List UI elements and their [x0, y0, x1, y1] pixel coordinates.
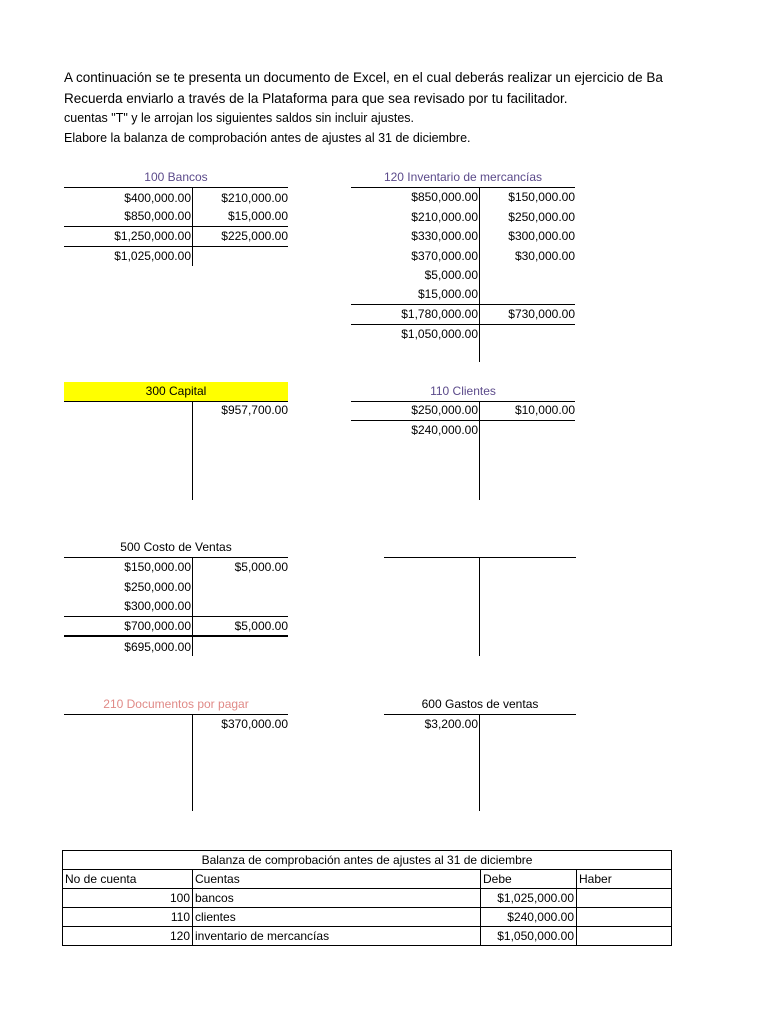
intro-line-4: Elabore la balanza de comprobación antes de ajustes al 31 de diciembre. [64, 131, 471, 145]
debit-entry: $210,000.00 [411, 210, 478, 224]
cell-cuenta: bancos [193, 889, 481, 908]
credit-entry: $370,000.00 [221, 717, 288, 731]
t-account-title: 210 Documentos por pagar [103, 697, 249, 711]
header-haber: Haber [577, 870, 672, 889]
debit-entry: $400,000.00 [124, 191, 191, 205]
cell-debe: $240,000.00 [481, 908, 577, 927]
debit-entry: $250,000.00 [411, 403, 478, 417]
intro-line-1: A continuación se te presenta un documento de Excel, en el cual deberás realizar un ejercicio de Ba [64, 70, 663, 85]
total-debit: $1,780,000.00 [401, 307, 478, 321]
debit-entry: $250,000.00 [124, 580, 191, 594]
debit-entry: $15,000.00 [417, 287, 478, 301]
intro-line-3: cuentas "T" y le arrojan los siguientes saldos sin incluir ajustes. [64, 111, 415, 125]
t-account-title: 600 Gastos de ventas [421, 697, 539, 711]
debit-entry: $330,000.00 [411, 229, 478, 243]
table-row [63, 889, 672, 908]
t-account-gastos [384, 695, 576, 815]
cell-debe: $1,025,000.00 [481, 889, 577, 908]
t-account-bancos [64, 168, 288, 268]
credit-entry: $5,000.00 [234, 560, 288, 574]
cell-cuenta: clientes [193, 908, 481, 927]
header-no-cuenta: No de cuenta [63, 870, 193, 889]
cell-haber [577, 889, 672, 908]
t-account-documentos [64, 695, 288, 815]
credit-entry: $15,000.00 [227, 209, 288, 223]
total-debit: $700,000.00 [124, 619, 191, 633]
cell-no: 110 [63, 908, 193, 927]
t-account-clientes [351, 382, 575, 502]
cell-no: 120 [63, 927, 193, 946]
debit-entry: $850,000.00 [411, 190, 478, 204]
balance: $240,000.00 [411, 423, 478, 437]
t-account-title: 120 Inventario de mercancías [383, 170, 543, 184]
total-credit: $5,000.00 [234, 619, 288, 633]
intro-line-2: Recuerda enviarlo a través de la Plataforma para que sea revisado por tu facilitador. [64, 91, 568, 106]
t-account-empty [384, 538, 576, 658]
credit-entry: $210,000.00 [221, 191, 288, 205]
debit-entry: $150,000.00 [124, 560, 191, 574]
debit-entry: $850,000.00 [124, 209, 191, 223]
header-cuentas: Cuentas [193, 870, 481, 889]
cell-no: 100 [63, 889, 193, 908]
cell-cuenta: inventario de mercancías [193, 927, 481, 946]
total-debit: $1,250,000.00 [114, 229, 191, 243]
cell-debe: $1,050,000.00 [481, 927, 577, 946]
total-credit: $730,000.00 [508, 307, 575, 321]
credit-entry: $957,700.00 [221, 403, 288, 417]
balance: $1,025,000.00 [114, 249, 191, 263]
debit-entry: $300,000.00 [124, 599, 191, 613]
credit-entry: $150,000.00 [508, 190, 575, 204]
credit-entry: $250,000.00 [508, 210, 575, 224]
t-account-title: 100 Bancos [144, 170, 208, 184]
credit-entry: $300,000.00 [508, 229, 575, 243]
table-row [63, 908, 672, 927]
t-account-inventario [351, 168, 575, 368]
cell-haber [577, 908, 672, 927]
balance: $1,050,000.00 [401, 327, 478, 341]
header-debe: Debe [481, 870, 577, 889]
debit-entry: $3,200.00 [424, 717, 478, 731]
balance: $695,000.00 [124, 640, 191, 654]
debit-entry: $5,000.00 [424, 268, 478, 282]
t-account-costo-ventas [64, 538, 288, 658]
balanza-table [62, 850, 672, 946]
t-account-title: 500 Costo de Ventas [120, 540, 232, 554]
balanza-title: Balanza de comprobación antes de ajustes al 31 de diciembre [63, 851, 672, 870]
table-row [63, 927, 672, 946]
t-account-title: 300 Capital [145, 384, 207, 398]
credit-entry: $10,000.00 [514, 403, 575, 417]
credit-entry: $30,000.00 [514, 249, 575, 263]
total-credit: $225,000.00 [221, 229, 288, 243]
t-account-title: 110 Clientes [430, 384, 496, 398]
t-account-capital [64, 382, 288, 502]
cell-haber [577, 927, 672, 946]
debit-entry: $370,000.00 [411, 249, 478, 263]
